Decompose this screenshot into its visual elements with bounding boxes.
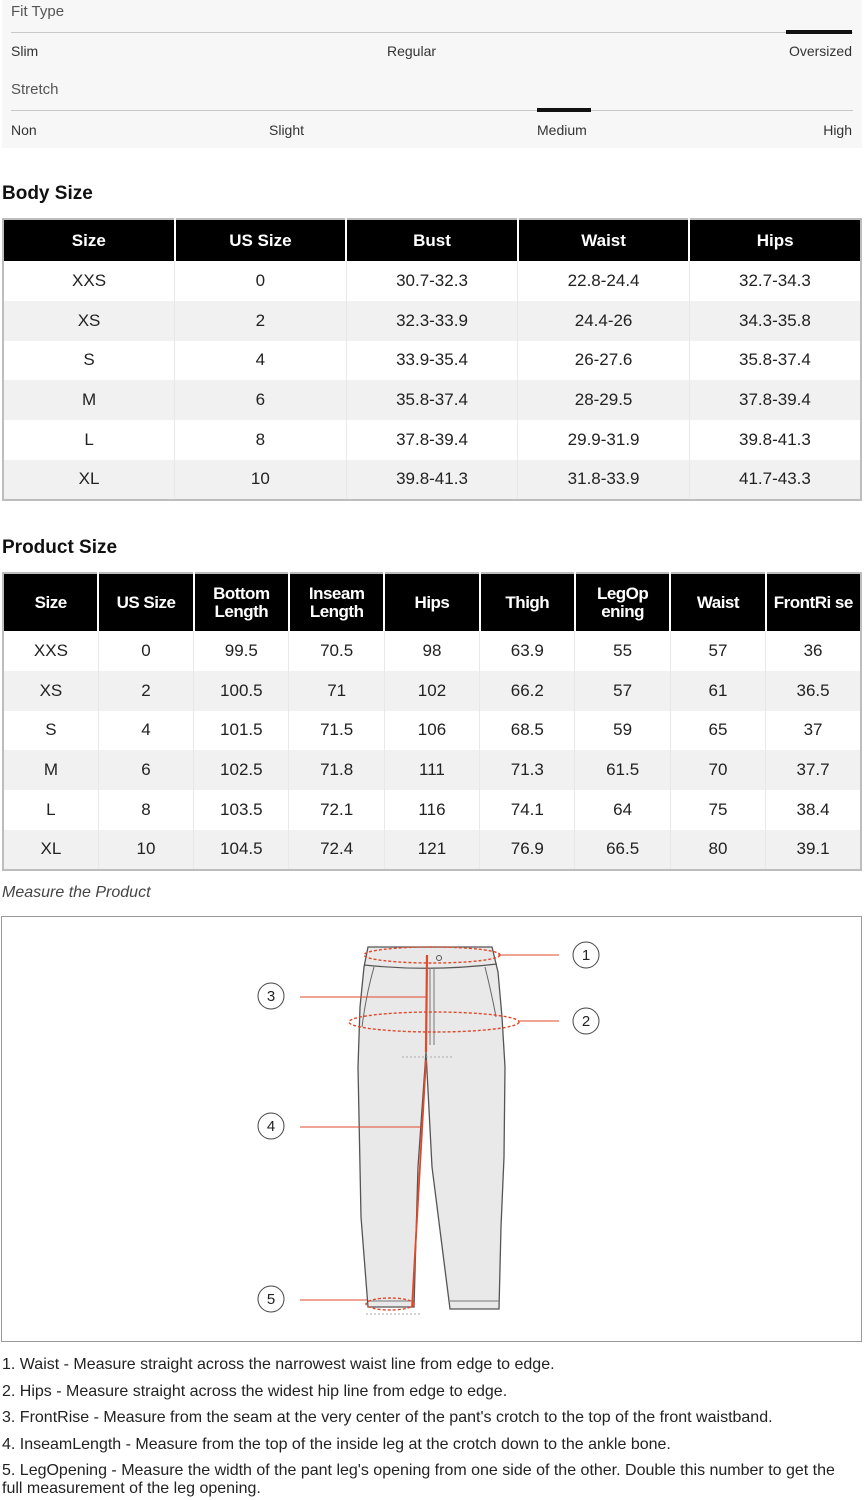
product-size-cell: 102.5 xyxy=(194,750,289,790)
body-size-cell: 33.9-35.4 xyxy=(346,341,518,381)
body-size-cell: 39.8-41.3 xyxy=(346,460,518,500)
body-size-header-row xyxy=(3,219,861,261)
body-size-cell: 2 xyxy=(175,301,347,341)
product-size-header-cell: LegOp ening xyxy=(575,573,670,631)
body-size-cell: 6 xyxy=(175,380,347,420)
product-size-table xyxy=(2,572,862,871)
product-size-cell: 10 xyxy=(98,830,193,870)
body-size-header-cell: Bust xyxy=(346,219,518,261)
product-size-cell: 66.2 xyxy=(480,671,575,711)
body-size-cell: 32.3-33.9 xyxy=(346,301,518,341)
product-size-cell: 57 xyxy=(670,631,765,671)
product-size-cell: 71 xyxy=(289,671,384,711)
stretch-title: Stretch xyxy=(11,81,59,98)
product-size-cell: S xyxy=(3,711,98,751)
body-size-header-cell: Size xyxy=(3,219,175,261)
product-size-cell: XS xyxy=(3,671,98,711)
table-row xyxy=(3,420,861,460)
fit-type-title: Fit Type xyxy=(11,3,65,20)
table-row xyxy=(3,301,861,341)
table-row xyxy=(3,671,861,711)
stretch-scale xyxy=(11,110,853,111)
body-size-cell: 35.8-37.4 xyxy=(346,380,518,420)
table-row xyxy=(3,631,861,671)
body-size-cell: 31.8-33.9 xyxy=(518,460,690,500)
stretch-option-non: Non xyxy=(11,122,37,138)
product-size-cell: 57 xyxy=(575,671,670,711)
product-size-cell: 74.1 xyxy=(480,790,575,830)
fit-type-scale xyxy=(11,32,853,33)
product-size-cell: 106 xyxy=(384,711,479,751)
product-size-cell: 100.5 xyxy=(194,671,289,711)
product-size-cell: 8 xyxy=(98,790,193,830)
product-size-header-cell: Bottom Length xyxy=(194,573,289,631)
pants-outline xyxy=(358,947,505,1309)
body-size-cell: 29.9-31.9 xyxy=(518,420,690,460)
product-size-cell: 6 xyxy=(98,750,193,790)
body-size-cell: 8 xyxy=(175,420,347,460)
product-size-cell: 102 xyxy=(384,671,479,711)
product-size-cell: 59 xyxy=(575,711,670,751)
product-size-cell: 37.7 xyxy=(766,750,861,790)
stretch-selected-marker xyxy=(537,108,591,112)
product-size-cell: 121 xyxy=(384,830,479,870)
product-size-cell: 38.4 xyxy=(766,790,861,830)
body-size-cell: 37.8-39.4 xyxy=(689,380,861,420)
product-size-rows xyxy=(3,631,861,870)
product-size-cell: 2 xyxy=(98,671,193,711)
note-inseam-length: 4. InseamLength - Measure from the top of the inside leg at the crotch down to the ankle bone. xyxy=(2,1435,671,1453)
product-size-cell: 99.5 xyxy=(194,631,289,671)
product-size-cell: 0 xyxy=(98,631,193,671)
product-size-header-cell: Waist xyxy=(670,573,765,631)
product-size-header-cell: Thigh xyxy=(480,573,575,631)
body-size-cell: 26-27.6 xyxy=(518,341,690,381)
measure-caption: Measure the Product xyxy=(2,884,151,901)
body-size-header-cell: US Size xyxy=(175,219,347,261)
fit-option-oversized: Oversized xyxy=(788,43,852,59)
stretch-option-medium: Medium xyxy=(537,122,587,138)
body-size-cell: XXS xyxy=(3,261,175,301)
product-size-cell: 37 xyxy=(766,711,861,751)
table-row xyxy=(3,750,861,790)
callout-2-label: 2 xyxy=(581,1013,591,1030)
product-size-cell: 64 xyxy=(575,790,670,830)
note-hips: 2. Hips - Measure straight across the widest hip line from edge to edge. xyxy=(2,1382,508,1400)
product-size-cell: 39.1 xyxy=(766,830,861,870)
body-size-cell: 24.4-26 xyxy=(518,301,690,341)
product-size-header-cell: Hips xyxy=(384,573,479,631)
product-size-cell: 76.9 xyxy=(480,830,575,870)
product-size-cell: 71.5 xyxy=(289,711,384,751)
product-size-title: Product Size xyxy=(2,537,118,558)
body-size-header-cell: Waist xyxy=(518,219,690,261)
product-size-cell: 80 xyxy=(670,830,765,870)
table-row xyxy=(3,460,861,500)
product-size-cell: 71.3 xyxy=(480,750,575,790)
body-size-cell: 0 xyxy=(175,261,347,301)
callout-5-label: 5 xyxy=(266,1291,276,1308)
product-size-cell: XXS xyxy=(3,631,98,671)
product-size-cell: 70 xyxy=(670,750,765,790)
product-size-cell: 36 xyxy=(766,631,861,671)
product-size-header-cell: FrontRi se xyxy=(766,573,861,631)
product-size-cell: L xyxy=(3,790,98,830)
callout-1-label: 1 xyxy=(581,947,591,964)
body-size-cell: 10 xyxy=(175,460,347,500)
product-size-cell: 111 xyxy=(384,750,479,790)
body-size-cell: 35.8-37.4 xyxy=(689,341,861,381)
note-waist: 1. Waist - Measure straight across the narrowest waist line from edge to edge. xyxy=(2,1356,555,1373)
fit-option-slim: Slim xyxy=(11,43,39,59)
body-size-cell: 22.8-24.4 xyxy=(518,261,690,301)
product-size-cell: M xyxy=(3,750,98,790)
product-size-cell: 55 xyxy=(575,631,670,671)
product-size-cell: 72.4 xyxy=(289,830,384,870)
product-size-cell: 104.5 xyxy=(194,830,289,870)
body-size-cell: 37.8-39.4 xyxy=(346,420,518,460)
fit-type-selected-marker xyxy=(786,30,852,34)
body-size-cell: XS xyxy=(3,301,175,341)
body-size-header-cell: Hips xyxy=(689,219,861,261)
product-size-cell: 36.5 xyxy=(766,671,861,711)
product-size-cell: 75 xyxy=(670,790,765,830)
fit-option-regular: Regular xyxy=(387,43,437,59)
body-size-cell: 30.7-32.3 xyxy=(346,261,518,301)
product-size-cell: 72.1 xyxy=(289,790,384,830)
product-size-cell: 4 xyxy=(98,711,193,751)
body-size-cell: 28-29.5 xyxy=(518,380,690,420)
table-row xyxy=(3,711,861,751)
pants-illustration xyxy=(2,917,861,1341)
body-size-title: Body Size xyxy=(2,183,93,204)
product-size-header-cell: US Size xyxy=(98,573,193,631)
product-size-cell: 71.8 xyxy=(289,750,384,790)
body-size-cell: 39.8-41.3 xyxy=(689,420,861,460)
product-size-cell: 63.9 xyxy=(480,631,575,671)
product-size-cell: 68.5 xyxy=(480,711,575,751)
callout-4-label: 4 xyxy=(266,1118,276,1135)
body-size-table xyxy=(2,218,862,501)
product-size-cell: 66.5 xyxy=(575,830,670,870)
body-size-cell: 34.3-35.8 xyxy=(689,301,861,341)
table-row xyxy=(3,380,861,420)
fit-stretch-panel xyxy=(2,0,862,148)
product-size-cell: 65 xyxy=(670,711,765,751)
product-size-cell: 101.5 xyxy=(194,711,289,751)
table-row xyxy=(3,830,861,870)
product-size-header-cell: Size xyxy=(3,573,98,631)
body-size-cell: 32.7-34.3 xyxy=(689,261,861,301)
body-size-cell: L xyxy=(3,420,175,460)
product-size-cell: XL xyxy=(3,830,98,870)
body-size-cell: 4 xyxy=(175,341,347,381)
table-row xyxy=(3,790,861,830)
body-size-cell: 41.7-43.3 xyxy=(689,460,861,500)
product-size-cell: 61 xyxy=(670,671,765,711)
table-row xyxy=(3,261,861,301)
body-size-cell: S xyxy=(3,341,175,381)
callout-3-label: 3 xyxy=(266,988,276,1005)
product-size-cell: 98 xyxy=(384,631,479,671)
measurement-notes xyxy=(2,1356,858,1500)
body-size-cell: XL xyxy=(3,460,175,500)
measurement-diagram xyxy=(1,916,862,1342)
body-size-cell: M xyxy=(3,380,175,420)
front-rise-measure-line xyxy=(426,955,427,1052)
product-size-cell: 61.5 xyxy=(575,750,670,790)
product-size-header-cell: Inseam Length xyxy=(289,573,384,631)
product-size-cell: 116 xyxy=(384,790,479,830)
body-size-rows xyxy=(3,261,861,500)
table-row xyxy=(3,341,861,381)
note-front-rise: 3. FrontRise - Measure from the seam at the very center of the pant's crotch to the top of the front waistband. xyxy=(2,1409,773,1426)
product-size-header-row xyxy=(3,573,861,631)
stretch-option-high: High xyxy=(823,122,852,138)
stretch-option-slight: Slight xyxy=(269,122,305,138)
product-size-cell: 70.5 xyxy=(289,631,384,671)
note-leg-opening: 5. LegOpening - Measure the width of the pant leg's opening from one side of the other. Double this number to get the full measurement of the leg opening. xyxy=(2,1462,835,1497)
product-size-cell: 103.5 xyxy=(194,790,289,830)
